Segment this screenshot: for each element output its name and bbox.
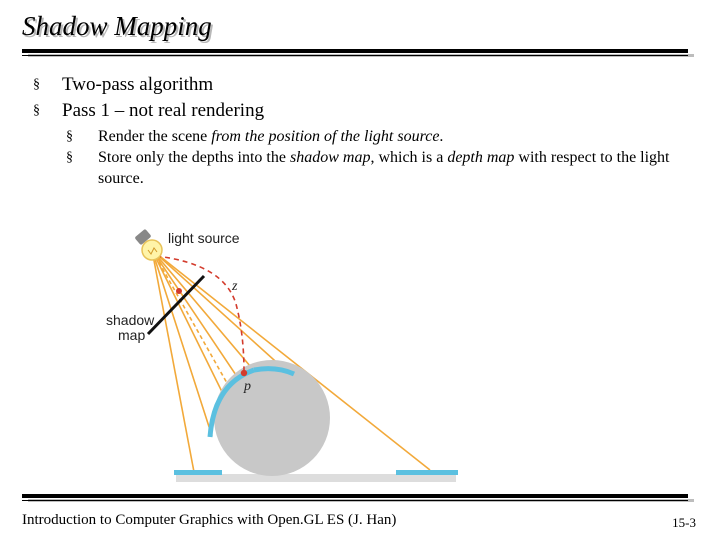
shadow-map-label: map: [118, 327, 146, 343]
footer-text: Introduction to Computer Graphics with Open.GL ES (J. Han): [22, 512, 397, 528]
sub-bullet-marker: §: [66, 150, 73, 165]
bullet-list: [33, 72, 673, 189]
floor: [176, 474, 456, 482]
footer-rule: [22, 494, 688, 501]
sub-bullet-text: with respect to the light source.: [98, 149, 670, 187]
sub-bullet-marker: §: [66, 129, 73, 144]
point-p: [241, 370, 247, 376]
bullet-item: [33, 72, 673, 98]
shadow-map-label: shadow: [106, 312, 155, 328]
p-label: p: [244, 379, 251, 394]
shadow-mapping-figure: [104, 224, 464, 488]
title-rule: [22, 49, 688, 56]
z-label: z: [232, 279, 238, 294]
sphere: [214, 360, 330, 476]
page-number: 15-3: [672, 515, 696, 530]
bullet-text: Pass 1 – not real rendering: [62, 100, 265, 121]
sub-bullet-emphasis: from the position of the light source: [211, 128, 440, 145]
sub-bullet-text: Store only the depths into the: [98, 149, 290, 166]
bullet-item: [33, 98, 673, 124]
lit-floor-right: [396, 470, 458, 475]
bullet-marker: §: [33, 77, 40, 92]
light-source-label: light source: [168, 230, 240, 246]
bullet-marker: §: [33, 103, 40, 118]
shadow-map-sample: [176, 288, 182, 294]
light-bulb-icon: [134, 229, 162, 260]
sub-bullet-emphasis: depth map: [447, 149, 515, 166]
sub-bullet-text: , which is a: [370, 149, 448, 166]
slide-title: Shadow Mapping: [22, 11, 212, 41]
sub-bullet-list: [33, 126, 673, 189]
sub-bullet-emphasis: shadow map: [289, 149, 371, 166]
bullet-text: Two-pass algorithm: [62, 74, 214, 95]
sub-bullet-text: Render the scene: [98, 128, 212, 145]
sub-bullet-text: .: [439, 128, 444, 145]
sub-bullet-item: [66, 126, 673, 147]
lit-floor-left: [174, 470, 222, 475]
sub-bullet-item: [66, 147, 673, 189]
